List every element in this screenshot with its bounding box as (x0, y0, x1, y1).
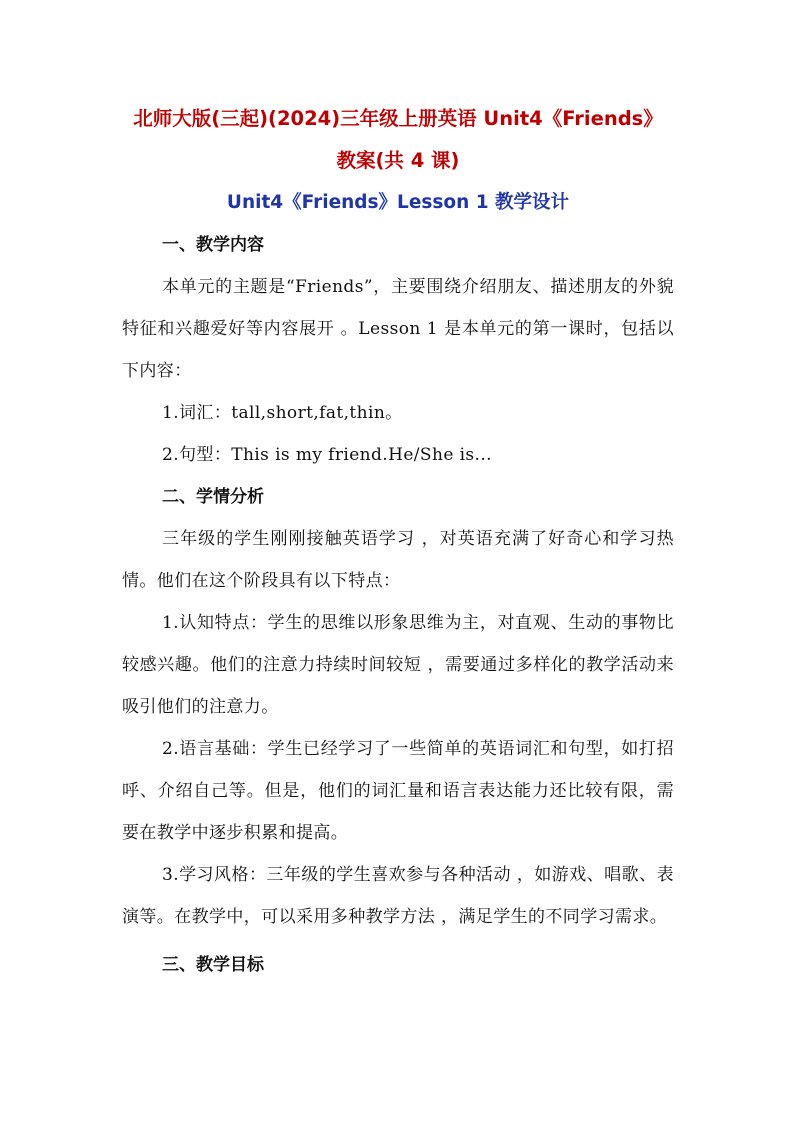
section-list-item-cognitive: 1.认知特点：学生的思维以形象思维为主，对直观、生动的事物比较感兴趣。他们的注意力持续时间较短 ，需要通过多样化的教学活动来吸引他们的注意力。 (122, 613, 674, 717)
section-heading-student-analysis: 二、学情分析 (162, 487, 264, 507)
section-list-item-learning-style: 3.学习风格：三年级的学生喜欢参与各种活动 ，如游戏、唱歌、表演等。在教学中，可以采用多种教学方法 ，满足学生的不同学习需求。 (122, 865, 674, 927)
section-paragraph: 三年级的学生刚刚接触英语学习 ，对英语充满了好奇心和学习热情。他们在这个阶段具有以下特点： (122, 529, 674, 591)
section-heading-teaching-goals: 三、教学目标 (162, 955, 264, 975)
section-heading-teaching-content: 一、教学内容 (162, 235, 264, 255)
section-paragraph: 本单元的主题是“Friends”，主要围绕介绍朋友、描述朋友的外貌特征和兴趣爱好等内容展开 。Lesson 1 是本单元的第一课时，包括以下内容： (122, 277, 674, 381)
lesson-subtitle: Unit4《Friends》Lesson 1 教学设计 (226, 192, 570, 213)
document-title-line-1: 北师大版(三起)(2024)三年级上册英语 Unit4《Friends》 (133, 107, 663, 130)
document-page (122, 98, 674, 986)
section-list-item-vocabulary: 1.词汇：tall,short,fat,thin。 (162, 403, 403, 423)
section-list-item-language-basis: 2.语言基础：学生已经学习了一些简单的英语词汇和句型，如打招呼、介绍自己等。但是，他们的词汇量和语言表达能力还比较有限，需要在教学中逐步积累和提高。 (122, 739, 674, 843)
section-list-item-sentence-pattern: 2.句型：This is my friend.He/She is... (162, 445, 492, 465)
document-title-line-2: 教案(共 4 课) (336, 149, 460, 172)
